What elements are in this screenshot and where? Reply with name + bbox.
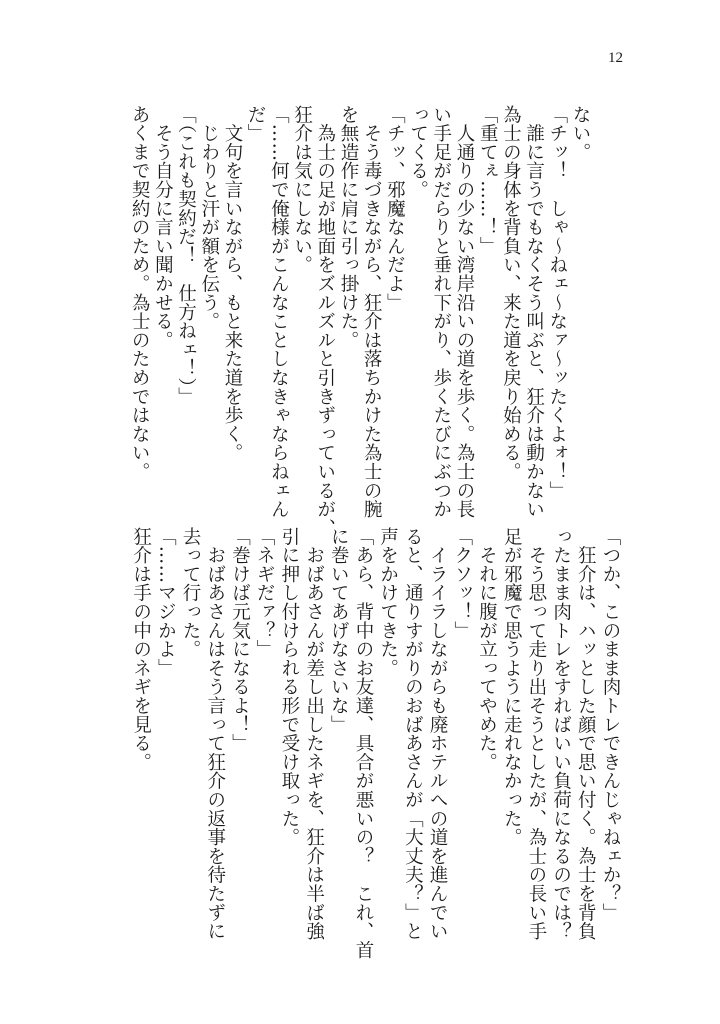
text-block-top — [128, 105, 592, 538]
text-line: 「……マジかよ」 — [155, 527, 177, 678]
text-line: 誰に言うでもなくそう叫ぶと、狂介は動かない — [523, 105, 545, 519]
text-line: 足が邪魔で思うように走れなかった。 — [501, 527, 523, 847]
text-line: おばあさんはそう言って狂介の返事を待たずに — [204, 527, 226, 941]
text-line: 文句を言いながら、もと来た道を歩く。 — [221, 105, 243, 463]
text-line: ってくる。 — [407, 105, 429, 199]
text-line: 「チッ、邪魔なんだよ」 — [384, 105, 406, 312]
text-line: 「……何で俺様がこんなことしなきゃならねェん — [268, 105, 290, 519]
text-block-bottom — [128, 527, 622, 960]
text-line: ったまま肉トレをすればいい負荷になるのでは？ — [550, 527, 572, 941]
text-line: そう思って走り出そうとしたが、為士の長い手 — [525, 527, 547, 941]
text-line: それに腹が立ってやめた。 — [476, 527, 498, 772]
text-line: ない。 — [570, 105, 591, 162]
text-line: じわりと汗が額を伝う。 — [198, 105, 220, 331]
text-line: を無造作に肩に引っ掛けた。 — [337, 105, 359, 350]
text-line: 狂介は、ハッとした顔で思い付く。為士を背負 — [575, 527, 597, 941]
text-line: 「つか、このまま肉トレできんじゃねェか？」 — [600, 527, 621, 922]
text-line: 為士の足が地面をズルズルと引きずっているが、 — [314, 105, 336, 538]
text-line: 「（これも契約だ！ 仕方ねェ！）」 — [175, 105, 197, 407]
text-line: ると、通りすがりのおばあさんが「大丈夫？」と — [402, 527, 424, 941]
text-line: い手足がだらりと垂れ下がり、歩くたびにぶつか — [430, 105, 452, 519]
text-line: 「クソッ！」 — [451, 527, 473, 640]
text-line: そう自分に言い聞かせる。 — [152, 105, 174, 350]
text-line: 狂介は手の中のネギを見る。 — [130, 527, 152, 772]
text-line: 「重てぇ……！」 — [477, 105, 499, 256]
text-line: 「巻けば元気になるよ！」 — [229, 527, 251, 753]
text-line: だ」 — [245, 105, 267, 143]
text-line: イライラしながらも廃ホテルへの道を進んでい — [427, 527, 449, 941]
text-line: 声をかけてきた。 — [377, 527, 399, 678]
text-line: 狂介は気にしない。 — [291, 105, 313, 275]
text-line: 去って行った。 — [180, 527, 202, 659]
text-line: 引に押し付けられる形で受け取った。 — [278, 527, 300, 847]
text-line: 「あら、背中のお友達、具合が悪いの？ これ、首 — [352, 527, 374, 960]
text-line: あくまで契約のため。為士のためではない。 — [129, 105, 151, 481]
text-line: おばあさんが差し出したネギを、狂介は半ば強 — [303, 527, 325, 941]
text-line: 為士の身体を背負い、来た道を戻り始める。 — [500, 105, 522, 481]
page-number: 12 — [608, 50, 623, 66]
text-line: 「チッ！ しゃ〜ねェ〜なァ〜ッたくよォ！」 — [546, 105, 568, 500]
text-line: そう毒づきながら、狂介は落ちかけた為士の腕 — [361, 105, 383, 519]
text-line: に巻いてあげなさいな」 — [328, 527, 350, 734]
text-line: 人通りの少ない湾岸沿いの道を歩く。為士の長 — [453, 105, 475, 519]
text-line: 「ネギだァ？」 — [254, 527, 276, 659]
